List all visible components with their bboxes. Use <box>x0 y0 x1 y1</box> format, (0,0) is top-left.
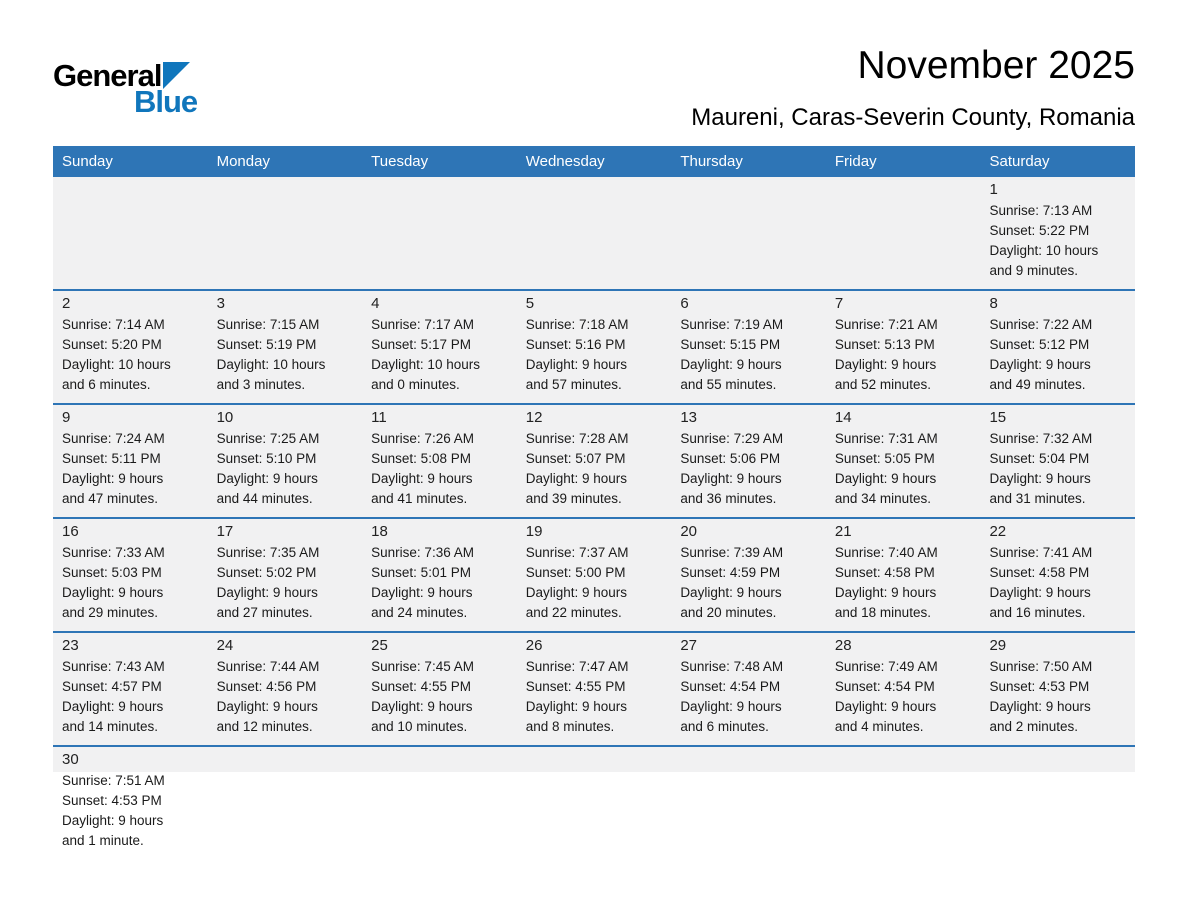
calendar-week-row <box>53 403 1135 517</box>
daylight-text: Daylight: 9 hours <box>216 585 318 600</box>
daylight-text: Daylight: 9 hours <box>62 585 164 600</box>
daylight-text: Daylight: 9 hours <box>989 699 1091 714</box>
sunrise-text: Sunrise: 7:45 AM <box>371 659 474 674</box>
daylight-text-continued: and 20 minutes. <box>680 605 777 620</box>
sunset-text: Sunset: 5:10 PM <box>216 451 317 466</box>
daylight-text: Daylight: 10 hours <box>216 357 326 372</box>
sunset-text: Sunset: 5:22 PM <box>989 223 1090 238</box>
daylight-text-continued: and 31 minutes. <box>989 491 1086 506</box>
sunset-text: Sunset: 5:17 PM <box>371 337 471 352</box>
day-number: 23 <box>62 637 79 654</box>
weekday-sunday: Sunday <box>62 153 113 170</box>
daylight-text-continued: and 24 minutes. <box>371 605 468 620</box>
calendar-empty-cell <box>362 177 517 289</box>
daylight-text: Daylight: 9 hours <box>989 471 1091 486</box>
sunset-text: Sunset: 5:00 PM <box>525 565 626 580</box>
sunset-text: Sunset: 5:11 PM <box>62 451 161 466</box>
sunset-text: Sunset: 5:13 PM <box>834 337 935 352</box>
daylight-text-continued: and 6 minutes. <box>680 719 769 734</box>
day-number: 19 <box>525 523 543 540</box>
sunset-text: Sunset: 4:56 PM <box>216 679 317 694</box>
calendar-day-cell <box>671 633 826 745</box>
calendar-day-cell <box>53 747 208 859</box>
daylight-text: Daylight: 9 hours <box>525 699 628 714</box>
sunrise-text: Sunrise: 7:24 AM <box>62 431 165 446</box>
daylight-text-continued: and 0 minutes. <box>371 377 460 392</box>
calendar-empty-cell <box>826 177 981 289</box>
daylight-text: Daylight: 9 hours <box>62 699 164 714</box>
sunset-text: Sunset: 4:59 PM <box>680 565 781 580</box>
sunrise-text: Sunrise: 7:48 AM <box>680 659 784 674</box>
daylight-text-continued: and 44 minutes. <box>216 491 313 506</box>
sunrise-text: Sunrise: 7:22 AM <box>989 317 1093 332</box>
calendar-empty-cell <box>517 177 672 289</box>
daylight-text-continued: and 52 minutes. <box>834 377 931 392</box>
day-number: 9 <box>62 409 71 426</box>
daylight-text-continued: and 1 minute. <box>62 833 144 848</box>
daylight-text: Daylight: 9 hours <box>525 357 628 372</box>
sunset-text: Sunset: 4:55 PM <box>371 679 471 694</box>
weekday-header-row <box>53 146 1135 177</box>
sunrise-text: Sunrise: 7:49 AM <box>834 659 938 674</box>
daylight-text: Daylight: 9 hours <box>371 699 473 714</box>
sunrise-text: Sunrise: 7:18 AM <box>525 317 629 332</box>
daylight-text: Daylight: 9 hours <box>371 471 473 486</box>
calendar-week-row <box>53 177 1135 289</box>
calendar-empty-cell <box>671 747 826 859</box>
sunset-text: Sunset: 4:53 PM <box>989 679 1090 694</box>
calendar-day-cell <box>517 405 672 517</box>
sunrise-text: Sunrise: 7:17 AM <box>371 317 474 332</box>
daylight-text: Daylight: 9 hours <box>680 357 782 372</box>
calendar-month-title: November 2025 <box>857 44 1135 87</box>
day-number: 8 <box>989 295 998 312</box>
sunset-text: Sunset: 5:20 PM <box>62 337 162 352</box>
calendar-day-cell <box>980 519 1135 631</box>
daylight-text-continued: and 34 minutes. <box>834 491 931 506</box>
calendar-weeks <box>53 177 1135 859</box>
calendar-empty-cell <box>53 177 208 289</box>
daylight-text-continued: and 14 minutes. <box>62 719 159 734</box>
sunset-text: Sunset: 4:53 PM <box>62 793 162 808</box>
calendar-table <box>53 146 1135 859</box>
day-number: 11 <box>371 409 387 426</box>
title-block <box>691 44 1135 132</box>
daylight-text-continued: and 12 minutes. <box>216 719 313 734</box>
sunset-text: Sunset: 5:19 PM <box>216 337 317 352</box>
calendar-week-row <box>53 631 1135 745</box>
daylight-text-continued: and 9 minutes. <box>989 263 1079 278</box>
calendar-day-cell <box>208 405 363 517</box>
calendar-day-cell <box>362 291 517 403</box>
sunrise-text: Sunrise: 7:14 AM <box>62 317 165 332</box>
sunrise-text: Sunrise: 7:50 AM <box>989 659 1093 674</box>
day-number: 29 <box>989 637 1007 654</box>
sunset-text: Sunset: 5:03 PM <box>62 565 162 580</box>
daylight-text: Daylight: 10 hours <box>62 357 171 372</box>
sunrise-text: Sunrise: 7:44 AM <box>216 659 320 674</box>
calendar-empty-cell <box>362 747 517 859</box>
day-number: 3 <box>216 295 225 312</box>
calendar-day-cell <box>980 633 1135 745</box>
daylight-text-continued: and 22 minutes. <box>525 605 622 620</box>
daylight-text: Daylight: 9 hours <box>989 585 1091 600</box>
sunrise-text: Sunrise: 7:13 AM <box>989 203 1093 218</box>
daylight-text-continued: and 18 minutes. <box>834 605 931 620</box>
calendar-day-cell <box>362 519 517 631</box>
calendar-day-cell <box>53 291 208 403</box>
sunrise-text: Sunrise: 7:41 AM <box>989 545 1093 560</box>
day-number: 6 <box>680 295 689 312</box>
logo-text-blue: Blue <box>134 84 198 119</box>
calendar-day-cell <box>980 177 1135 289</box>
calendar-day-cell <box>671 405 826 517</box>
sunset-text: Sunset: 4:55 PM <box>525 679 626 694</box>
sunset-text: Sunset: 4:58 PM <box>989 565 1090 580</box>
sunrise-text: Sunrise: 7:43 AM <box>62 659 165 674</box>
sunrise-text: Sunrise: 7:25 AM <box>216 431 320 446</box>
daylight-text-continued: and 8 minutes. <box>525 719 615 734</box>
calendar-day-cell <box>208 519 363 631</box>
sunset-text: Sunset: 5:12 PM <box>989 337 1090 352</box>
calendar-empty-cell <box>980 747 1135 859</box>
daylight-text-continued: and 3 minutes. <box>216 377 306 392</box>
sunrise-text: Sunrise: 7:15 AM <box>216 317 320 332</box>
sunset-text: Sunset: 5:07 PM <box>525 451 626 466</box>
daylight-text-continued: and 39 minutes. <box>525 491 622 506</box>
sunrise-text: Sunrise: 7:33 AM <box>62 545 165 560</box>
daylight-text-continued: and 55 minutes. <box>680 377 777 392</box>
calendar-day-cell <box>826 405 981 517</box>
sunset-text: Sunset: 5:16 PM <box>525 337 626 352</box>
daylight-text: Daylight: 9 hours <box>834 699 937 714</box>
sunset-text: Sunset: 5:01 PM <box>371 565 471 580</box>
day-number: 15 <box>989 409 1007 426</box>
day-number: 30 <box>62 751 79 768</box>
sunrise-text: Sunrise: 7:47 AM <box>525 659 629 674</box>
day-number: 20 <box>680 523 697 540</box>
daylight-text: Daylight: 9 hours <box>834 585 937 600</box>
sunrise-text: Sunrise: 7:32 AM <box>989 431 1093 446</box>
daylight-text-continued: and 2 minutes. <box>989 719 1079 734</box>
calendar-day-cell <box>980 405 1135 517</box>
calendar-empty-cell <box>671 177 826 289</box>
weekday-thursday: Thursday <box>680 153 743 170</box>
day-number: 4 <box>371 295 380 312</box>
calendar-day-cell <box>208 291 363 403</box>
weekday-tuesday: Tuesday <box>371 153 429 170</box>
sunset-text: Sunset: 5:05 PM <box>834 451 935 466</box>
calendar-day-cell <box>53 519 208 631</box>
general-blue-logo <box>53 44 197 117</box>
calendar-day-cell <box>53 633 208 745</box>
calendar-empty-cell <box>826 747 981 859</box>
calendar-empty-cell <box>208 747 363 859</box>
calendar-empty-cell <box>517 747 672 859</box>
day-number: 16 <box>62 523 79 540</box>
page-header <box>0 0 1188 144</box>
calendar-day-cell <box>517 291 672 403</box>
daylight-text: Daylight: 9 hours <box>525 471 628 486</box>
calendar-day-cell <box>362 405 517 517</box>
weekday-wednesday: Wednesday <box>525 153 605 170</box>
daylight-text-continued: and 6 minutes. <box>62 377 151 392</box>
day-number: 7 <box>834 295 844 312</box>
calendar-day-cell <box>53 405 208 517</box>
calendar-day-cell <box>208 633 363 745</box>
day-number: 10 <box>216 409 234 426</box>
calendar-week-row <box>53 745 1135 859</box>
sunrise-text: Sunrise: 7:31 AM <box>834 431 938 446</box>
day-number: 14 <box>834 409 852 426</box>
daylight-text: Daylight: 9 hours <box>680 471 782 486</box>
calendar-day-cell <box>826 291 981 403</box>
sunrise-text: Sunrise: 7:29 AM <box>680 431 784 446</box>
calendar-location-subtitle: Maureni, Caras-Severin County, Romania <box>691 104 1135 131</box>
daylight-text: Daylight: 9 hours <box>680 699 782 714</box>
daylight-text: Daylight: 9 hours <box>371 585 473 600</box>
sunset-text: Sunset: 4:54 PM <box>680 679 781 694</box>
day-number: 5 <box>525 295 535 312</box>
sunset-text: Sunset: 5:02 PM <box>216 565 317 580</box>
day-number: 24 <box>216 637 234 654</box>
sunset-text: Sunset: 5:08 PM <box>371 451 471 466</box>
daylight-text: Daylight: 9 hours <box>216 471 318 486</box>
calendar-day-cell <box>980 291 1135 403</box>
calendar-day-cell <box>671 519 826 631</box>
sunrise-text: Sunrise: 7:37 AM <box>525 545 629 560</box>
sunrise-text: Sunrise: 7:26 AM <box>371 431 474 446</box>
weekday-monday: Monday <box>216 153 270 170</box>
calendar-day-cell <box>826 519 981 631</box>
calendar-week-row <box>53 517 1135 631</box>
day-number: 12 <box>525 409 543 426</box>
sunset-text: Sunset: 5:04 PM <box>989 451 1090 466</box>
sunrise-text: Sunrise: 7:39 AM <box>680 545 784 560</box>
sunrise-text: Sunrise: 7:36 AM <box>371 545 474 560</box>
calendar-empty-cell <box>208 177 363 289</box>
daylight-text: Daylight: 10 hours <box>989 243 1099 258</box>
daylight-text: Daylight: 9 hours <box>989 357 1091 372</box>
calendar-day-cell <box>826 633 981 745</box>
daylight-text: Daylight: 10 hours <box>371 357 480 372</box>
daylight-text: Daylight: 9 hours <box>62 813 164 828</box>
calendar-day-cell <box>362 633 517 745</box>
calendar-day-cell <box>517 633 672 745</box>
daylight-text: Daylight: 9 hours <box>834 471 937 486</box>
daylight-text-continued: and 10 minutes. <box>371 719 468 734</box>
logo-text-general: General <box>53 58 162 93</box>
day-number: 13 <box>680 409 697 426</box>
day-number: 28 <box>834 637 852 654</box>
sunrise-text: Sunrise: 7:28 AM <box>525 431 629 446</box>
day-number: 17 <box>216 523 234 540</box>
daylight-text-continued: and 16 minutes. <box>989 605 1086 620</box>
sunset-text: Sunset: 4:54 PM <box>834 679 935 694</box>
sunrise-text: Sunrise: 7:40 AM <box>834 545 938 560</box>
daylight-text-continued: and 47 minutes. <box>62 491 159 506</box>
sunset-text: Sunset: 5:06 PM <box>680 451 781 466</box>
daylight-text-continued: and 41 minutes. <box>371 491 468 506</box>
calendar-day-cell <box>671 291 826 403</box>
day-number: 18 <box>371 523 388 540</box>
daylight-text-continued: and 29 minutes. <box>62 605 159 620</box>
sunrise-text: Sunrise: 7:51 AM <box>62 773 165 788</box>
daylight-text-continued: and 27 minutes. <box>216 605 313 620</box>
day-number: 1 <box>989 181 998 198</box>
daylight-text: Daylight: 9 hours <box>834 357 937 372</box>
sunset-text: Sunset: 4:57 PM <box>62 679 162 694</box>
daylight-text: Daylight: 9 hours <box>525 585 628 600</box>
calendar-week-row <box>53 289 1135 403</box>
day-number: 26 <box>525 637 543 654</box>
day-number: 21 <box>834 523 852 540</box>
weekday-saturday: Saturday <box>989 153 1050 170</box>
day-number: 25 <box>371 637 388 654</box>
sunrise-text: Sunrise: 7:19 AM <box>680 317 784 332</box>
day-number: 27 <box>680 637 697 654</box>
daylight-text-continued: and 57 minutes. <box>525 377 622 392</box>
sunrise-text: Sunrise: 7:21 AM <box>834 317 938 332</box>
weekday-friday: Friday <box>834 153 877 170</box>
sunset-text: Sunset: 4:58 PM <box>834 565 935 580</box>
daylight-text-continued: and 36 minutes. <box>680 491 777 506</box>
calendar-day-cell <box>517 519 672 631</box>
sunset-text: Sunset: 5:15 PM <box>680 337 781 352</box>
daylight-text: Daylight: 9 hours <box>216 699 318 714</box>
daylight-text-continued: and 49 minutes. <box>989 377 1086 392</box>
day-number: 22 <box>989 523 1007 540</box>
sunrise-text: Sunrise: 7:35 AM <box>216 545 320 560</box>
daylight-text: Daylight: 9 hours <box>62 471 164 486</box>
day-number: 2 <box>62 295 71 312</box>
daylight-text: Daylight: 9 hours <box>680 585 782 600</box>
daylight-text-continued: and 4 minutes. <box>834 719 924 734</box>
